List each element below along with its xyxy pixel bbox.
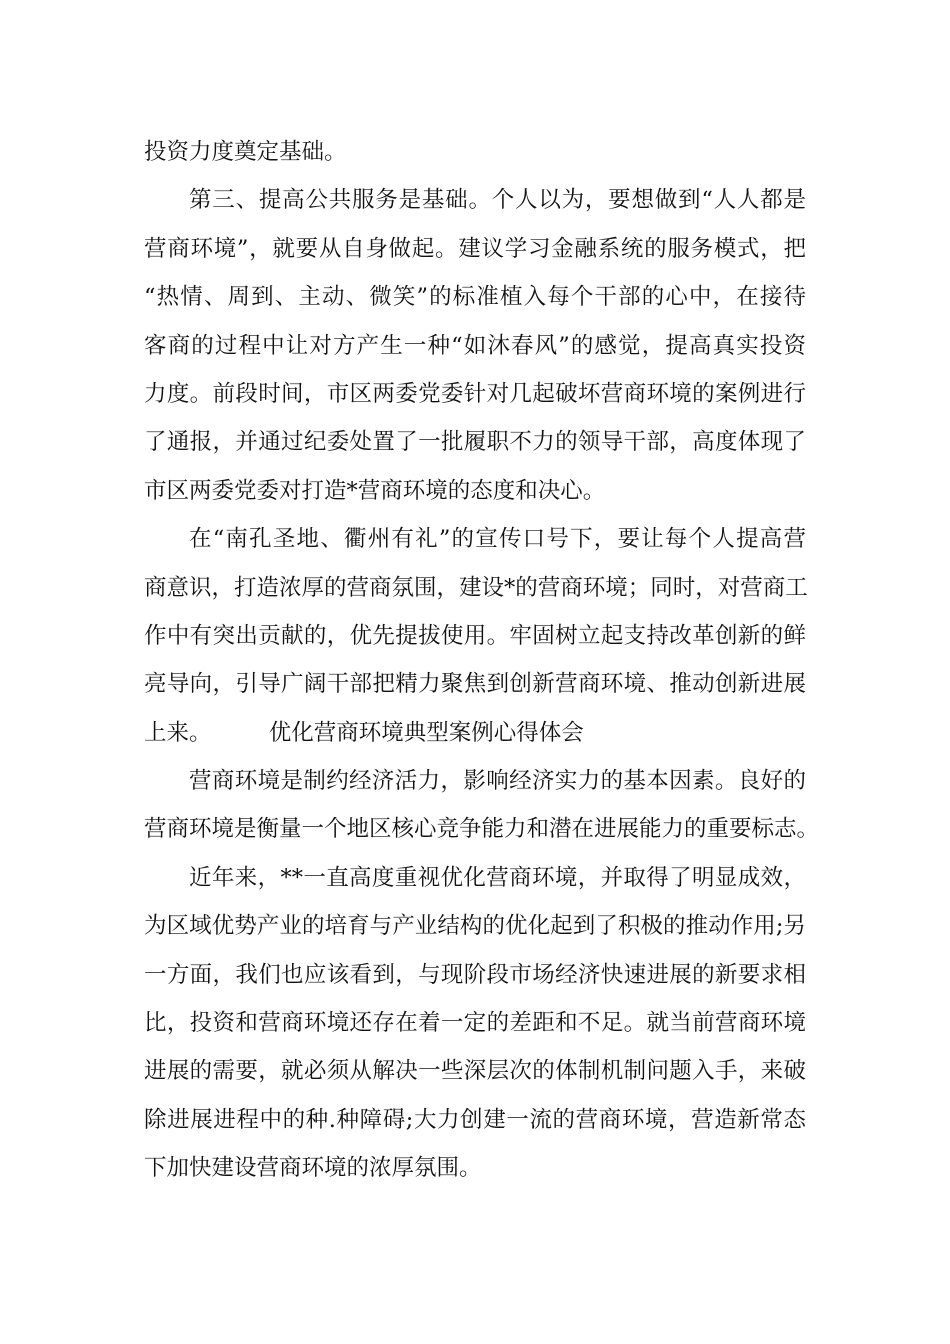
- paragraph-first-line: 近年来，**一直高度重视优化营商环境，并取得了明显成效，: [189, 864, 806, 891]
- text-line: 亮导向，引导广阔干部把精力聚焦到创新营商环境、推动创新进展: [144, 671, 806, 698]
- text-line: 作中有突出贡献的，优先提拔使用。牢固树立起支持改革创新的鲜: [144, 622, 806, 649]
- text-line: “热情、周到、主动、微笑”的标准植入每个干部的心中，在接待: [144, 284, 806, 311]
- text-line: 进展的需要，就必须从解决一些深层次的体制机制问题入手，来破: [144, 1058, 806, 1085]
- text-line: 为区域优势产业的培育与产业结构的优化起到了积极的推动作用;另: [144, 913, 806, 940]
- text-line: 客商的过程中让对方产生一种“如沐春风”的感觉，提高真实投资: [144, 332, 806, 359]
- text-line: 力度。前段时间，市区两委党委针对几起破坏营商环境的案例进行: [144, 380, 806, 407]
- text-line: 商意识，打造浓厚的营商氛围，建设*的营商环境；同时，对营商工: [144, 574, 808, 601]
- text-line: 除进展进程中的种.种障碍;大力创建一流的营商环境，营造新常态: [144, 1106, 806, 1133]
- text-line: 营商环境”，就要从自身做起。建议学习金融系统的服务模式，把: [144, 235, 806, 262]
- text-line: 了通报，并通过纪委处置了一批履职不力的领导干部，高度体现了: [144, 429, 806, 456]
- text-line: 比，投资和营商环境还存在着一定的差距和不足。就当前营商环境: [144, 1010, 806, 1037]
- paragraph-first-line: 营商环境是制约经济活力，影响经济实力的基本因素。良好的: [189, 768, 806, 795]
- text-line: 市区两委党委对打造*营商环境的态度和决心。: [144, 477, 606, 504]
- text-line: 营商环境是衡量一个地区核心竞争能力和潜在进展能力的重要标志。: [144, 816, 820, 843]
- paragraph-first-line: 第三、提高公共服务是基础。个人以为，要想做到“人人都是: [189, 187, 806, 214]
- paragraph-first-line: 在“南孔圣地、衢州有礼”的宣传口号下，要让每个人提高营: [189, 526, 806, 553]
- text-line: 下加快建设营商环境的浓厚氛围。: [144, 1155, 482, 1182]
- section-title-line: 上来。 优化营商环境典型案例心得体会: [144, 719, 584, 746]
- document-body: [144, 128, 820, 1193]
- text-line: 一方面，我们也应该看到，与现阶段市场经济快速进展的新要求相: [144, 961, 806, 988]
- text-line: 投资力度奠定基础。: [144, 139, 347, 165]
